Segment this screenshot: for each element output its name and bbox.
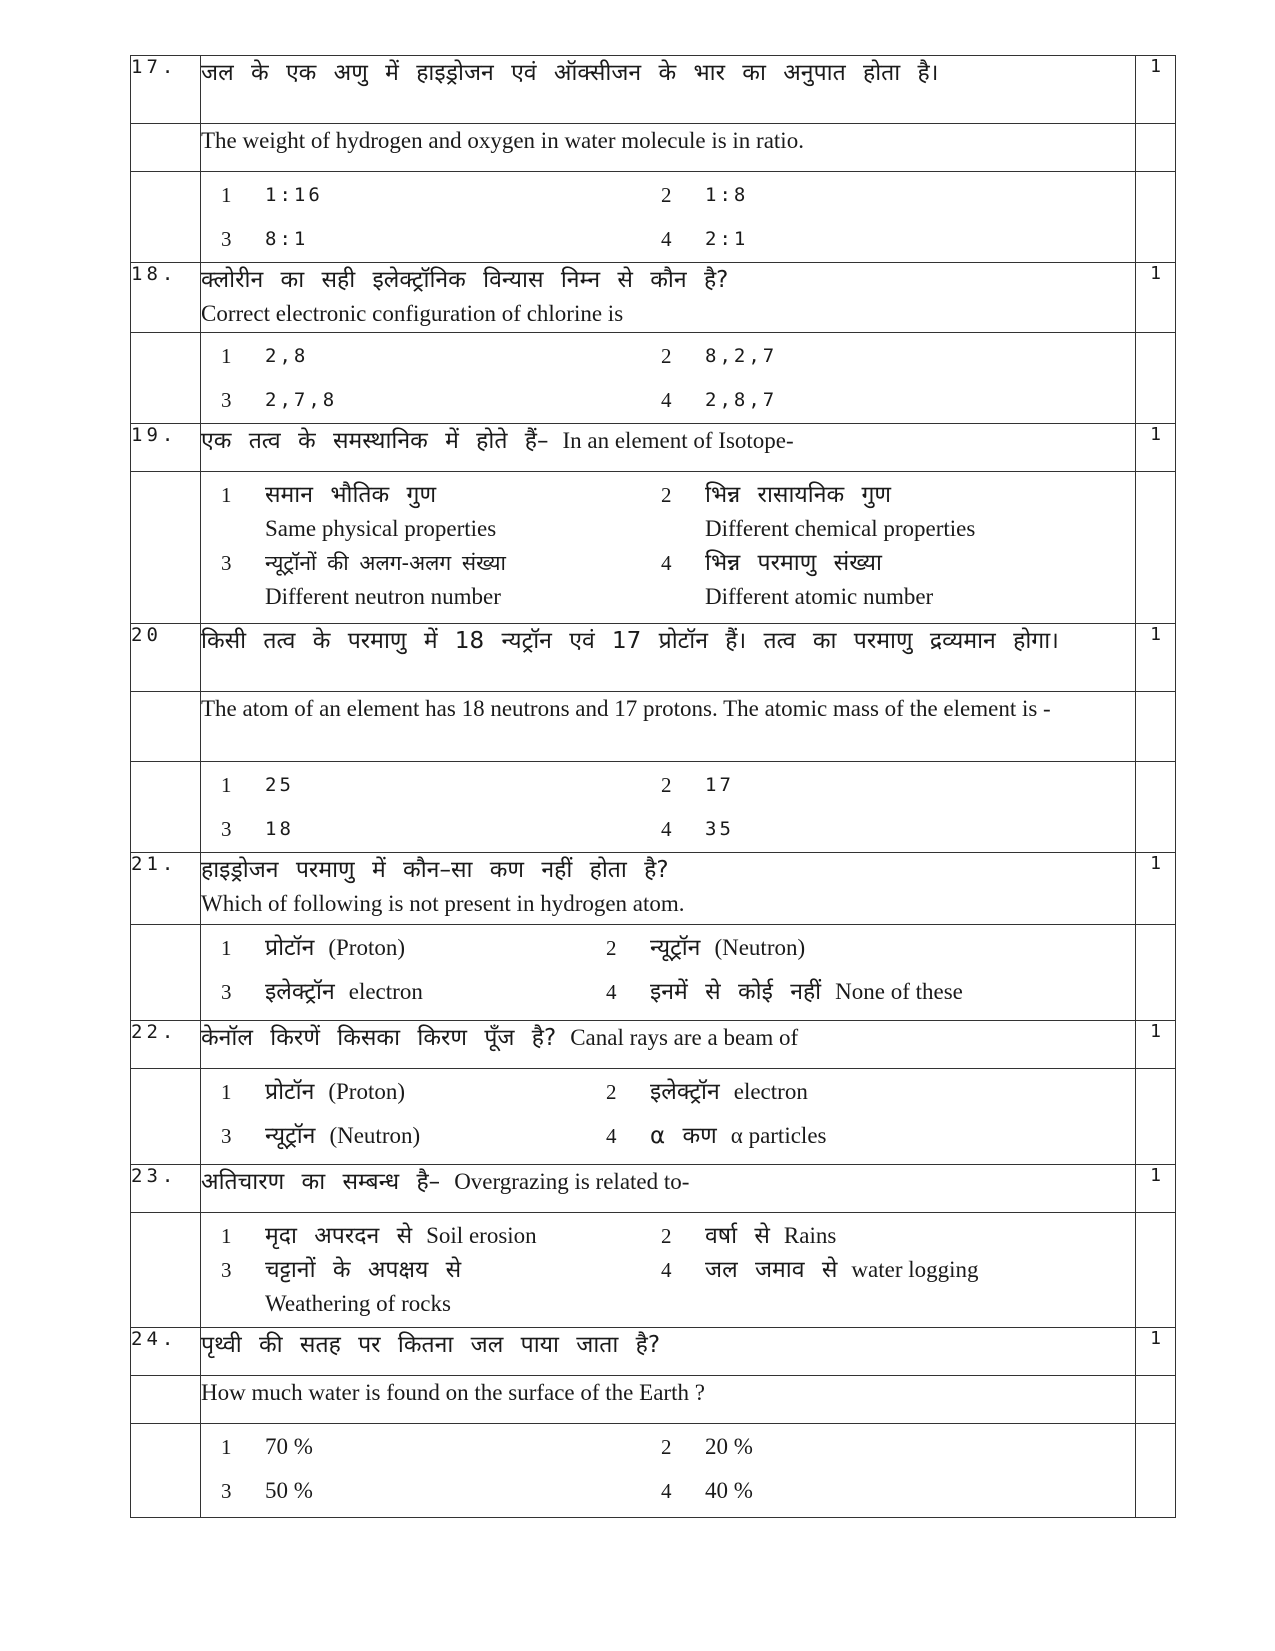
- empty-cell: [131, 472, 201, 624]
- options-row: [131, 333, 1176, 424]
- question-row: [131, 424, 1176, 472]
- option-text: 2,8,7: [705, 389, 778, 411]
- question-row: [131, 124, 1176, 172]
- empty-cell: [131, 1424, 201, 1518]
- option-hindi: न्यूट्रॉन: [650, 935, 701, 961]
- question-number: 22.: [131, 1021, 201, 1069]
- question-row: [131, 1021, 1176, 1069]
- question-text-english: The weight of hydrogen and oxygen in water molecule is in ratio.: [201, 124, 1136, 172]
- options-row: [131, 925, 1176, 1021]
- option-english: water logging: [851, 1257, 979, 1282]
- option-4: [661, 812, 1101, 846]
- option-number: 3: [221, 227, 232, 251]
- empty-cell: [1136, 1213, 1176, 1328]
- hindi-text: किसी तत्व के परमाणु में 18 न्यट्रॉन एवं 17 प्रोटॉन हैं। तत्व का परमाणु द्रव्यमान होगा।: [201, 628, 1059, 654]
- option-english: Rains: [783, 1223, 837, 1248]
- option-1: [221, 178, 661, 212]
- marks: 1: [1136, 624, 1176, 692]
- option-number: 2: [606, 936, 617, 960]
- option-1: [221, 1075, 606, 1109]
- option-3: [221, 1119, 606, 1153]
- option-text: 8:1: [265, 228, 309, 250]
- empty-cell: [131, 1376, 201, 1424]
- option-english: Different chemical properties: [705, 516, 976, 541]
- question-text: [201, 263, 1136, 333]
- option-1: [221, 768, 661, 802]
- option-number: 1: [221, 773, 232, 797]
- question-row: [131, 1376, 1176, 1424]
- empty-cell: [131, 925, 201, 1021]
- options-row: [131, 762, 1176, 853]
- option-number: 2: [661, 344, 672, 368]
- marks: 1: [1136, 1165, 1176, 1213]
- option-text: 18: [265, 818, 294, 840]
- option-3: [221, 546, 661, 614]
- question-number: 17.: [131, 56, 201, 124]
- empty-cell: [1136, 1424, 1176, 1518]
- option-english: Different atomic number: [705, 584, 934, 609]
- empty-cell: [131, 1213, 201, 1328]
- option-number: 2: [606, 1080, 617, 1104]
- option-3: [221, 222, 661, 256]
- option-text: 70 %: [265, 1434, 313, 1459]
- option-number: 2: [661, 773, 672, 797]
- option-number: 1: [221, 1224, 232, 1248]
- empty-cell: [131, 1069, 201, 1165]
- option-hindi: समान भौतिक गुण: [265, 482, 437, 508]
- option-number: 1: [221, 1080, 232, 1104]
- option-1: [221, 931, 606, 965]
- hindi-text: अतिचारण का सम्बन्ध है–: [201, 1169, 441, 1195]
- english-text: In an element of Isotope-: [562, 428, 794, 453]
- option-number: 2: [661, 1224, 672, 1248]
- option-hindi: न्यूट्रॉन: [265, 1123, 316, 1149]
- question-row: [131, 853, 1176, 925]
- empty-cell: [131, 762, 201, 853]
- options-row: [131, 1424, 1176, 1518]
- question-row: [131, 56, 1176, 124]
- option-3: [221, 812, 661, 846]
- empty-cell: [1136, 1376, 1176, 1424]
- option-english: α particles: [730, 1123, 827, 1148]
- hindi-text: जल के एक अणु में हाइड्रोजन एवं ऑक्सीजन के भार का अनुपात होता है।: [201, 60, 939, 86]
- empty-cell: [1136, 472, 1176, 624]
- option-2: [661, 339, 1101, 373]
- question-text-hindi: [201, 624, 1136, 692]
- option-3: [221, 1253, 661, 1321]
- option-hindi: न्यूट्रॉनों की अलग-अलग संख्या: [265, 551, 506, 575]
- option-number: 3: [221, 980, 232, 1004]
- option-hindi: प्रोटॉन: [265, 1079, 315, 1105]
- option-hindi: इलेक्ट्रॉन: [650, 1079, 720, 1105]
- option-english: (Proton): [328, 935, 406, 960]
- option-text: 50 %: [265, 1478, 313, 1503]
- option-4: [661, 383, 1101, 417]
- option-english: (Neutron): [329, 1123, 421, 1148]
- option-number: 2: [661, 183, 672, 207]
- option-text: 40 %: [705, 1478, 753, 1503]
- option-english: (Proton): [328, 1079, 406, 1104]
- option-number: 4: [661, 388, 672, 412]
- option-4: [661, 222, 1101, 256]
- option-text: 2,8: [265, 345, 309, 367]
- question-text: [201, 1021, 1136, 1069]
- english-text: Canal rays are a beam of: [570, 1025, 799, 1050]
- hindi-text: केनॉल किरणें किसका किरण पूँज है?: [201, 1025, 557, 1051]
- question-row: [131, 263, 1176, 333]
- option-2: [661, 768, 1101, 802]
- option-number: 3: [221, 551, 232, 575]
- empty-cell: [131, 124, 201, 172]
- option-number: 1: [221, 183, 232, 207]
- options-row: [131, 1213, 1176, 1328]
- option-text: 35: [705, 818, 734, 840]
- hindi-text: एक तत्व के समस्थानिक में होते हैं–: [201, 428, 549, 454]
- options-row: [131, 1069, 1176, 1165]
- option-4: [661, 546, 1101, 614]
- option-text: 2:1: [705, 228, 749, 250]
- option-4: [661, 1474, 1101, 1508]
- options-cell: [201, 1069, 1136, 1165]
- empty-cell: [1136, 124, 1176, 172]
- question-text: [201, 1165, 1136, 1213]
- options-cell: [201, 762, 1136, 853]
- question-row: [131, 1165, 1176, 1213]
- option-hindi: चट्टानों के अपक्षय से: [265, 1257, 462, 1283]
- marks: 1: [1136, 1021, 1176, 1069]
- option-hindi: प्रोटॉन: [265, 935, 315, 961]
- options-cell: [201, 1424, 1136, 1518]
- option-number: 4: [606, 1124, 617, 1148]
- english-text: Overgrazing is related to-: [454, 1169, 690, 1194]
- question-number: 24.: [131, 1328, 201, 1376]
- question-text-english: The atom of an element has 18 neutrons and 17 protons. The atomic mass of the element is -: [201, 692, 1136, 762]
- empty-cell: [1136, 1069, 1176, 1165]
- option-text: 2,7,8: [265, 389, 338, 411]
- question-number: 19.: [131, 424, 201, 472]
- option-4: [661, 1253, 1101, 1321]
- marks: 1: [1136, 263, 1176, 333]
- option-2: [661, 178, 1101, 212]
- options-cell: [201, 925, 1136, 1021]
- option-english: electron: [733, 1079, 808, 1104]
- option-2: [606, 1075, 1101, 1109]
- empty-cell: [1136, 172, 1176, 263]
- option-number: 3: [221, 817, 232, 841]
- option-number: 4: [606, 980, 617, 1004]
- option-english: Same physical properties: [265, 516, 497, 541]
- question-number: 20: [131, 624, 201, 692]
- option-text: 8,2,7: [705, 345, 778, 367]
- question-number: 21.: [131, 853, 201, 925]
- option-2: [661, 1430, 1101, 1464]
- options-cell: [201, 472, 1136, 624]
- question-row: [131, 692, 1176, 762]
- options-cell: [201, 172, 1136, 263]
- option-number: 1: [221, 483, 232, 507]
- option-number: 3: [221, 1124, 232, 1148]
- option-hindi: मृदा अपरदन से: [265, 1223, 413, 1249]
- option-number: 4: [661, 817, 672, 841]
- question-number: 23.: [131, 1165, 201, 1213]
- marks: 1: [1136, 424, 1176, 472]
- question-table: [130, 55, 1176, 1518]
- option-hindi: भिन्न परमाणु संख्या: [705, 550, 882, 576]
- question-row: [131, 624, 1176, 692]
- option-1: [221, 339, 661, 373]
- option-number: 1: [221, 936, 232, 960]
- option-2: [661, 478, 1101, 546]
- marks: 1: [1136, 1328, 1176, 1376]
- option-4: [606, 975, 1101, 1009]
- hindi-text: पृथ्वी की सतह पर कितना जल पाया जाता है?: [201, 1332, 661, 1358]
- option-english: Weathering of rocks: [265, 1291, 451, 1316]
- options-row: [131, 172, 1176, 263]
- option-english: Soil erosion: [426, 1223, 537, 1248]
- option-number: 4: [661, 227, 672, 251]
- option-hindi: जल जमाव से: [705, 1257, 838, 1283]
- option-3: [221, 1474, 661, 1508]
- option-number: 4: [661, 1479, 672, 1503]
- question-text-hindi: [201, 56, 1136, 124]
- option-number: 2: [661, 1435, 672, 1459]
- empty-cell: [131, 172, 201, 263]
- empty-cell: [1136, 333, 1176, 424]
- question-number: 18.: [131, 263, 201, 333]
- empty-cell: [1136, 692, 1176, 762]
- option-hindi: α कण: [650, 1123, 717, 1149]
- question-text-english: How much water is found on the surface of the Earth ?: [201, 1376, 1136, 1424]
- option-number: 1: [221, 344, 232, 368]
- option-hindi: इनमें से कोई नहीं: [650, 979, 822, 1005]
- option-number: 1: [221, 1435, 232, 1459]
- empty-cell: [131, 692, 201, 762]
- question-text: [201, 424, 1136, 472]
- option-hindi: भिन्न रासायनिक गुण: [705, 482, 892, 508]
- option-hindi: वर्षा से: [705, 1223, 770, 1249]
- option-number: 4: [661, 551, 672, 575]
- question-text-hindi: [201, 1328, 1136, 1376]
- option-text: 17: [705, 774, 734, 796]
- english-text: Correct electronic configuration of chlorine is: [201, 301, 624, 326]
- english-text: Which of following is not present in hydrogen atom.: [201, 891, 685, 916]
- option-number: 4: [661, 1258, 672, 1282]
- option-english: None of these: [835, 979, 963, 1004]
- hindi-text: क्लोरीन का सही इलेक्ट्रॉनिक विन्यास निम्न से कौन है?: [201, 267, 729, 293]
- option-2: [661, 1219, 1101, 1253]
- option-number: 2: [661, 483, 672, 507]
- option-hindi: इलेक्ट्रॉन: [265, 979, 335, 1005]
- options-cell: [201, 333, 1136, 424]
- options-row: [131, 472, 1176, 624]
- option-english: (Neutron): [714, 935, 806, 960]
- option-4: [606, 1119, 1101, 1153]
- option-3: [221, 383, 661, 417]
- marks: 1: [1136, 853, 1176, 925]
- option-1: [221, 1219, 661, 1253]
- question-row: [131, 1328, 1176, 1376]
- option-english: electron: [348, 979, 423, 1004]
- hindi-text: हाइड्रोजन परमाणु में कौन–सा कण नहीं होता है?: [201, 857, 669, 883]
- option-text: 25: [265, 774, 294, 796]
- options-cell: [201, 1213, 1136, 1328]
- option-english: Different neutron number: [265, 584, 501, 609]
- empty-cell: [1136, 762, 1176, 853]
- marks: 1: [1136, 56, 1176, 124]
- option-text: 20 %: [705, 1434, 753, 1459]
- option-2: [606, 931, 1101, 965]
- option-1: [221, 1430, 661, 1464]
- option-text: 1:16: [265, 184, 323, 206]
- empty-cell: [1136, 925, 1176, 1021]
- option-number: 3: [221, 388, 232, 412]
- option-number: 3: [221, 1258, 232, 1282]
- option-1: [221, 478, 661, 546]
- option-number: 3: [221, 1479, 232, 1503]
- empty-cell: [131, 333, 201, 424]
- question-text: [201, 853, 1136, 925]
- option-3: [221, 975, 606, 1009]
- option-text: 1:8: [705, 184, 749, 206]
